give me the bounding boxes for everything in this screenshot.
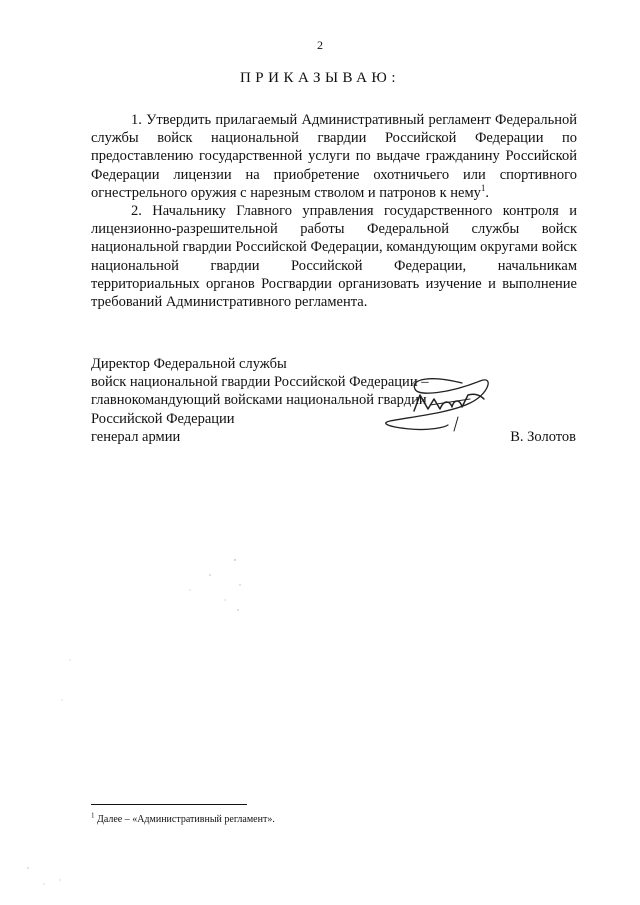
page-number: 2	[317, 38, 323, 52]
footnote-text: Далее – «Административный регламент».	[97, 814, 275, 825]
footnote-ref: 1	[480, 182, 486, 193]
paragraph-2	[91, 202, 577, 311]
paragraph-1	[91, 111, 577, 202]
footnote-marker: 1	[91, 811, 95, 820]
signer-title-line-4: Российской Федерации	[91, 410, 235, 427]
footnote	[91, 811, 275, 826]
paragraph-2-text: 2. Начальнику Главного управления государственного контроля и лицензионно-разрешительной работы Федеральной службы войск национальной гвардии Российской Федерации, командующим округами войск национальной гвардии Российской Федерации, начальникам территориальных органов Росгвардии организовать изучение и выполнение требований Административного регламента.	[91, 203, 577, 311]
order-body	[91, 111, 577, 311]
signer-name: В. Золотов	[510, 429, 576, 445]
paragraph-1-text: 1. Утвердить прилагаемый Административный регламент Федеральной службы войск национальной гвардии Российской Федерации по предоставлению государственной услуги по выдаче гражданину Российской Федерации лицензии на приобретение охотничьего или спортивного огнестрельного оружия с нарезным стволом и патронов к нему	[91, 112, 577, 201]
signer-title-line-3: главнокомандующий войсками национальной гвардии	[91, 392, 427, 409]
paragraph-1-end: .	[485, 184, 490, 201]
order-heading: ПРИКАЗЫВАЮ:	[239, 70, 401, 86]
signer-rank: генерал армии	[91, 428, 181, 445]
signer-title-line-1: Директор Федеральной службы	[91, 356, 287, 372]
signer-title-line-2: войск национальной гвардии Российской Федерации –	[91, 374, 429, 391]
handwritten-signature	[370, 365, 510, 445]
footnote-divider	[91, 804, 247, 805]
